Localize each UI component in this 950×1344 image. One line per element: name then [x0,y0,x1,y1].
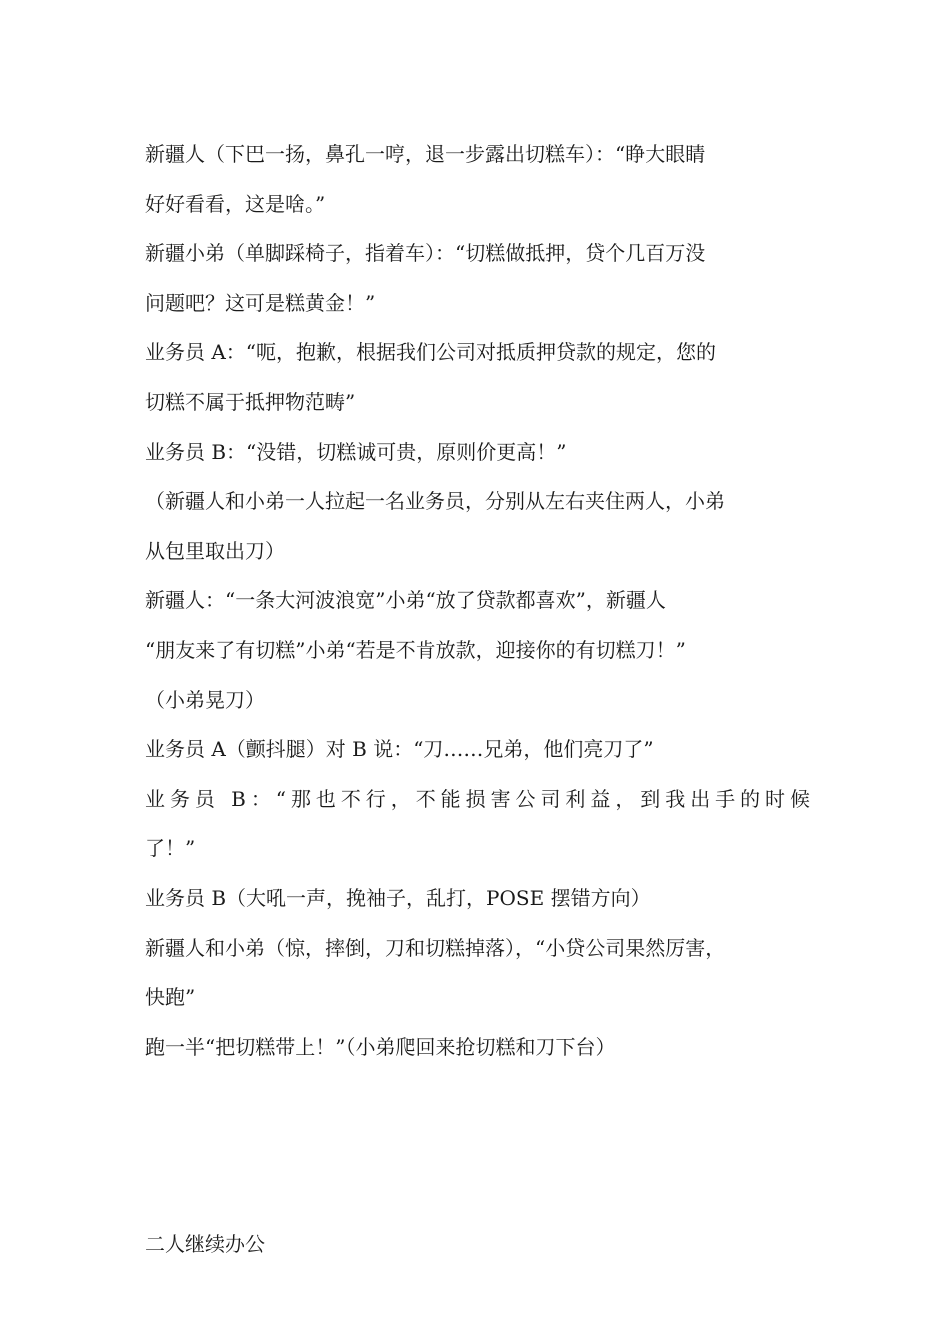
closing-line: 二人继续办公 [145,1232,265,1257]
text-line: 业务员 B（大吼一声，挽袖子，乱打，POSE 摆错方向） [145,885,651,910]
text-line: 新疆小弟（单脚踩椅子，指着车）：“切糕做抵押，贷个几百万没 [145,241,706,266]
text-line: 业务员 A（颤抖腿）对 B 说：“刀……兄弟，他们亮刀了” [145,737,654,762]
text-line: 了！” [145,836,196,861]
text-line: 从包里取出刀） [145,538,285,563]
text-line: 业务员 A：“呃，抱歉，根据我们公司对抵质押贷款的规定，您的 [145,340,717,365]
text-line: 问题吧？这可是糕黄金！” [145,290,376,315]
text-line: 跑一半“把切糕带上！”（小弟爬回来抢切糕和刀下台） [145,1034,616,1059]
text-line: （小弟晃刀） [145,687,265,712]
text-line: 新疆人和小弟（惊，摔倒，刀和切糕掉落），“小贷公司果然厉害， [145,935,726,960]
text-line: 业务员 B：“没错，切糕诚可贵，原则价更高！” [145,439,567,464]
text-line: 好好看看，这是啥。” [145,191,326,216]
text-line: 新疆人（下巴一扬，鼻孔一哼，退一步露出切糕车）：“睁大眼睛 [145,142,706,166]
text-line: 快跑” [145,985,196,1010]
text-line: （新疆人和小弟一人拉起一名业务员，分别从左右夹住两人，小弟 [145,489,725,514]
text-line: 切糕不属于抵押物范畴” [145,389,356,414]
paragraph-gap [145,1072,810,1220]
text-line: 新疆人：“一条大河波浪宽”小弟“放了贷款都喜欢”，新疆人 [145,588,666,613]
text-line: “朋友来了有切糕”小弟“若是不肯放款，迎接你的有切糕刀！” [145,637,686,662]
script-text-body [145,130,810,1270]
text-line: 业务员 B：“那也不行，不能损害公司利益，到我出手的时候 [145,786,810,811]
